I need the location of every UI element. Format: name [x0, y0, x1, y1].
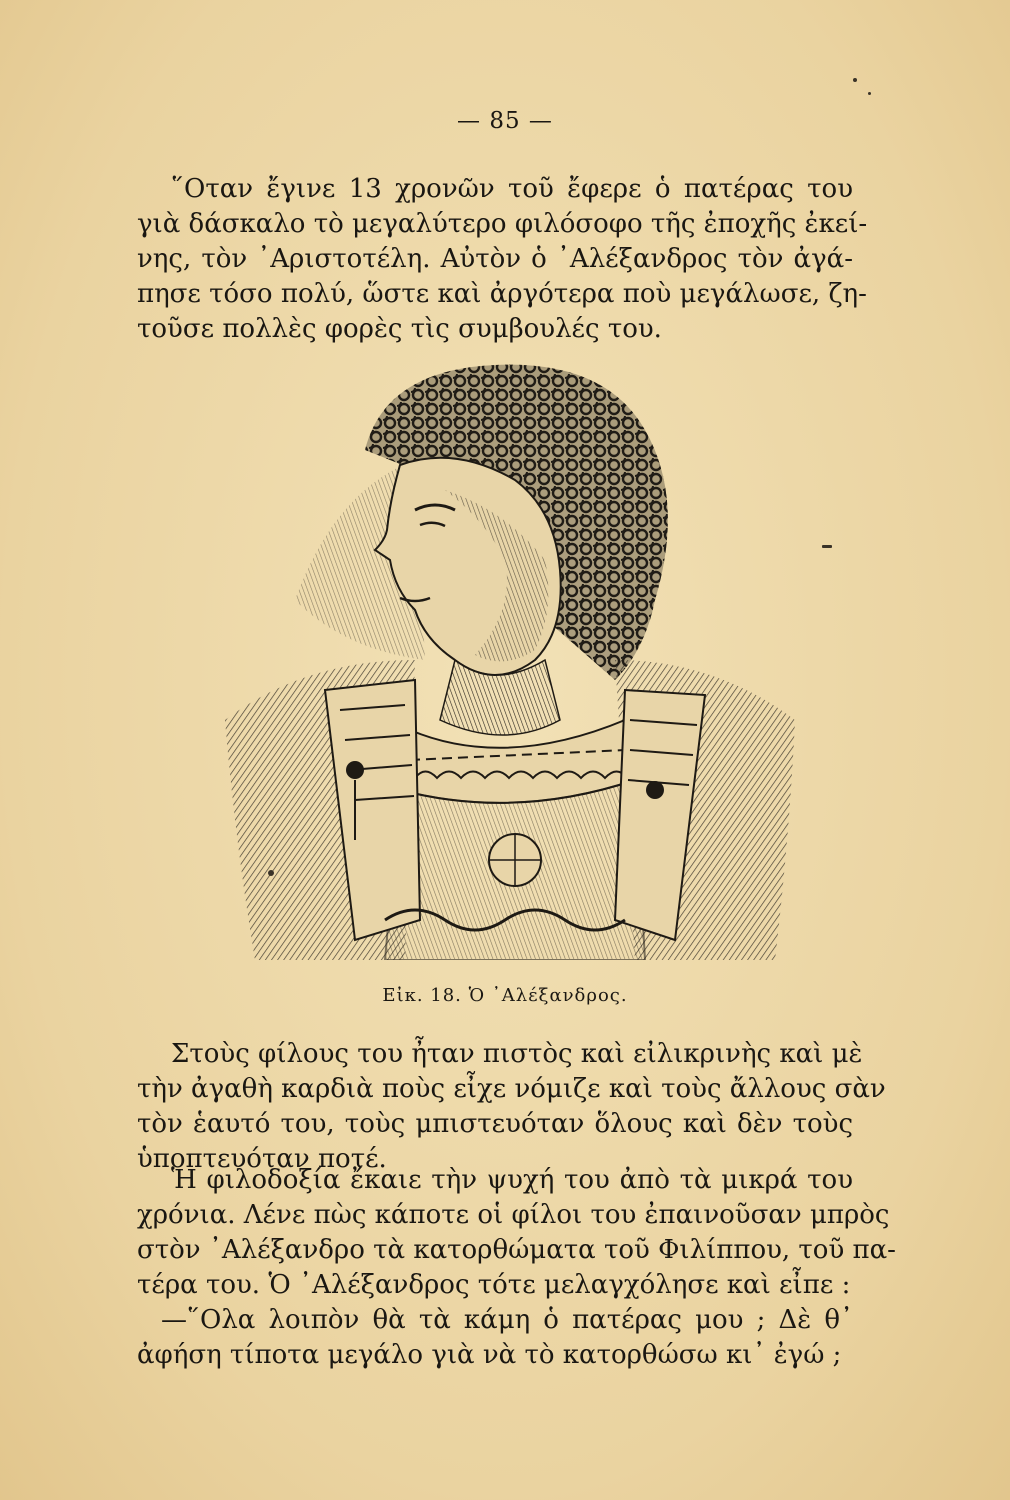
- text-line: ῞Οταν ἔγινε 13 χρονῶν τοῦ ἔφερε ὁ πατέρας του: [171, 174, 853, 204]
- figure-caption: Εἰκ. 18. Ὁ ᾿Αλέξανδρος.: [382, 985, 628, 1006]
- text-line: —῞Ολα λοιπὸν θὰ τὰ κάμη ὁ πατέρας μου ; Δὲ θ᾿: [161, 1305, 853, 1335]
- text-line: Στοὺς φίλους του ἦταν πιστὸς καὶ εἰλικρινὴς καὶ μὲ: [171, 1039, 863, 1069]
- page-number: — 85 —: [457, 108, 553, 134]
- ink-speck: [268, 870, 274, 876]
- ink-speck: [853, 78, 857, 82]
- text-line: στὸν ᾿Αλέξανδρο τὰ κατορθώματα τοῦ Φιλίππου, τοῦ πα-: [137, 1235, 896, 1265]
- portrait-illustration: [215, 360, 805, 960]
- ink-speck: [822, 545, 832, 548]
- ink-speck: [868, 92, 871, 95]
- text-line: ὑποπτευόταν ποτέ.: [137, 1144, 387, 1174]
- text-line: ἀφήση τίποτα μεγάλο γιὰ νὰ τὸ κατορθώσω κι᾿ ἐγώ ;: [137, 1340, 842, 1370]
- text-line: νης, τὸν ᾿Αριστοτέλη. Αὐτὸν ὁ ᾿Αλέξανδρος τὸν ἀγά-: [137, 244, 853, 274]
- paragraph-3: [137, 1163, 896, 1373]
- text-line: τοῦσε πολλὲς φορὲς τὶς συμβουλές του.: [137, 314, 662, 344]
- text-line: τέρα του. Ὁ ᾿Αλέξανδρος τότε μελαγχόλησε καὶ εἶπε :: [137, 1270, 851, 1300]
- paragraph-2: [137, 1037, 886, 1177]
- text-line: χρόνια. Λένε πὼς κάποτε οἱ φίλοι του ἐπαινοῦσαν μπρὸς: [137, 1200, 890, 1230]
- text-line: τὸν ἑαυτό του, τοὺς μπιστευόταν ὅλους καὶ δὲν τοὺς: [137, 1109, 853, 1139]
- paragraph-1: [137, 172, 868, 347]
- text-line: Ἡ φιλοδοξία ἔκαιε τὴν ψυχή του ἀπὸ τὰ μικρά του: [171, 1165, 853, 1195]
- text-line: γιὰ δάσκαλο τὸ μεγαλύτερο φιλόσοφο τῆς ἐποχῆς ἐκεί-: [137, 209, 868, 239]
- text-line: πησε τόσο πολύ, ὥστε καὶ ἀργότερα ποὺ μεγάλωσε, ζη-: [137, 279, 867, 309]
- text-line: τὴν ἀγαθὴ καρδιὰ ποὺς εἶχε νόμιζε καὶ τοὺς ἄλλους σὰν: [137, 1074, 886, 1104]
